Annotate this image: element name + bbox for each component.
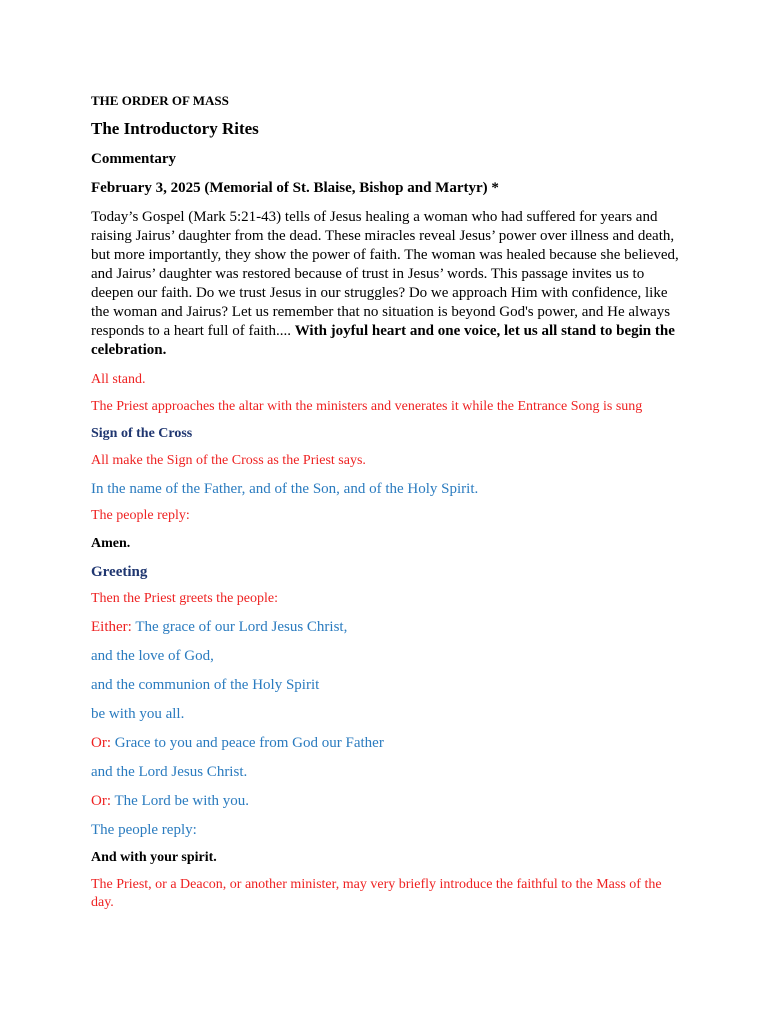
greeting-or1-line2: and the Lord Jesus Christ. bbox=[91, 764, 248, 780]
document-content bbox=[91, 92, 681, 912]
commentary-heading: Commentary bbox=[91, 151, 176, 167]
rubric-final: The Priest, or a Deacon, or another minister, may very briefly introduce the faithful to the Mass of the day. bbox=[91, 877, 662, 910]
either-label: Either: bbox=[91, 619, 132, 635]
rubric-people-reply-1: The people reply: bbox=[91, 508, 190, 523]
or1-line1-text: Grace to you and peace from God our Father bbox=[114, 735, 384, 751]
section-title: The Introductory Rites bbox=[91, 119, 259, 138]
sign-of-cross-heading: Sign of the Cross bbox=[91, 426, 193, 441]
rubric-all-stand: All stand. bbox=[91, 372, 146, 387]
rubric-priest-approaches: The Priest approaches the altar with the ministers and venerates it while the Entrance Song is sung bbox=[91, 399, 643, 414]
rubric-greeting: Then the Priest greets the people: bbox=[91, 591, 278, 606]
or2-line1-text: The Lord be with you. bbox=[114, 793, 250, 809]
greeting-either-line2: and the love of God, bbox=[91, 648, 214, 664]
people-reply-2: The people reply: bbox=[91, 822, 197, 838]
order-of-mass-title: THE ORDER OF MASS bbox=[91, 93, 229, 108]
greeting-either-line4: be with you all. bbox=[91, 706, 185, 722]
greeting-either-line3: and the communion of the Holy Spirit bbox=[91, 677, 320, 693]
greeting-or1-line1 bbox=[91, 733, 681, 753]
greeting-heading: Greeting bbox=[91, 564, 148, 580]
or-label-2: Or: bbox=[91, 793, 111, 809]
sign-of-cross-text: In the name of the Father, and of the Son, and of the Holy Spirit. bbox=[91, 481, 479, 497]
commentary-paragraph bbox=[91, 208, 681, 360]
rubric-sign-of-cross: All make the Sign of the Cross as the Priest says. bbox=[91, 453, 366, 468]
either-line1-text: The grace of our Lord Jesus Christ, bbox=[135, 619, 348, 635]
date-heading: February 3, 2025 (Memorial of St. Blaise, Bishop and Martyr) * bbox=[91, 180, 499, 196]
commentary-bold-text: With joyful heart and one voice, let us all stand to begin the celebration. bbox=[91, 323, 675, 358]
greeting-either-line1 bbox=[91, 617, 681, 637]
response-amen: Amen. bbox=[91, 536, 131, 551]
greeting-or2-line1 bbox=[91, 791, 681, 811]
commentary-text: Today’s Gospel (Mark 5:21-43) tells of Jesus healing a woman who had suffered for years and raising Jairus’ daughter from the dead. These miracles reveal Jesus’ power over illness and death, but more importantly, they show the power of faith. The woman was healed because she believed, and Jairus’ daughter was restored because of trust in Jesus’ words. This passage invites us to deepen our faith. Do we trust Jesus in our struggles? Do we approach Him with confidence, like the woman and Jairus? Let us remember that no situation is beyond God's power, and He always responds to a heart full of faith.... bbox=[91, 209, 679, 339]
or-label-1: Or: bbox=[91, 735, 111, 751]
response-and-with-your-spirit: And with your spirit. bbox=[91, 850, 217, 865]
